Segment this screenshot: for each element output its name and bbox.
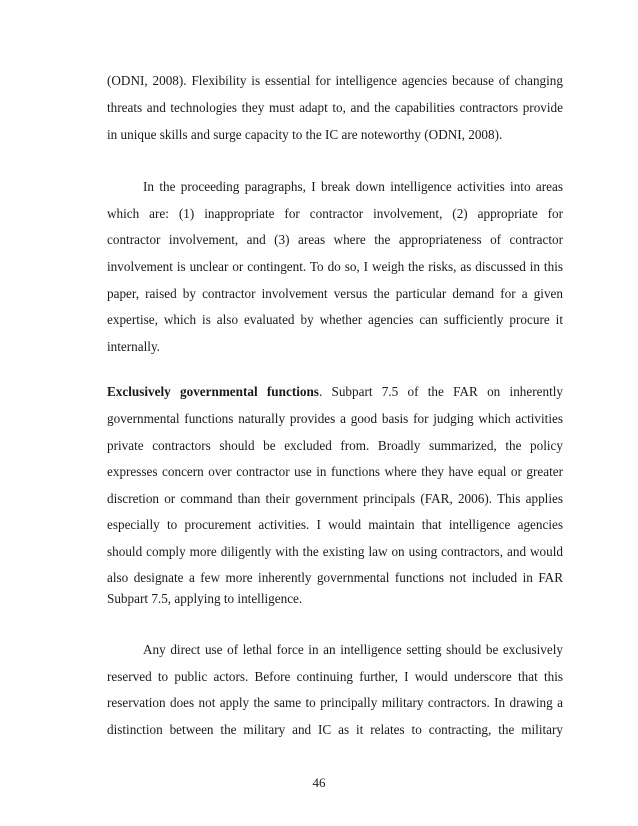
- paragraph-3-line-3: private contractors should be excluded from. Broadly summarized, the policy: [107, 438, 563, 453]
- paragraph-2-line-1: In the proceeding paragraphs, I break down intelligence activities into areas: [143, 179, 563, 194]
- paragraph-2-line-7: internally.: [107, 339, 160, 354]
- paragraph-3-line-9: Subpart 7.5, applying to intelligence.: [107, 591, 303, 606]
- paragraph-3-line-1: [107, 384, 563, 400]
- paragraph-4-line-3: reservation does not apply the same to principally military contractors. In drawing a: [107, 695, 563, 710]
- paragraph-2-line-4: involvement is unclear or contingent. To do so, I weigh the risks, as discussed in this: [107, 259, 563, 274]
- paragraph-3-line-5: discretion or command than their government principals (FAR, 2006). This applies: [107, 491, 563, 506]
- paragraph-3-line-8: also designate a few more inherently governmental functions not included in FAR: [107, 570, 563, 585]
- paragraph-1-line-3: in unique skills and surge capacity to the IC are noteworthy (ODNI, 2008).: [107, 127, 503, 142]
- paragraph-2-line-6: expertise, which is also evaluated by whether agencies can sufficiently procure it: [107, 312, 563, 327]
- paragraph-4-line-2: reserved to public actors. Before continuing further, I would underscore that this: [107, 669, 563, 684]
- page-number: 46: [312, 775, 326, 790]
- paragraph-3-line-4: expresses concern over contractor use in functions where they have equal or greater: [107, 464, 563, 479]
- section-heading: Exclusively governmental functions: [107, 384, 319, 399]
- paragraph-3-line-2: governmental functions naturally provides a good basis for judging which activities: [107, 411, 563, 426]
- paragraph-2-line-5: paper, raised by contractor involvement versus the particular demand for a given: [107, 286, 563, 301]
- section-heading-rest: . Subpart 7.5 of the FAR on inherently: [318, 384, 563, 399]
- paragraph-3-line-6: especially to procurement activities. I would maintain that intelligence agencies: [107, 517, 563, 532]
- paragraph-1-line-2: threats and technologies they must adapt to, and the capabilities contractors provide: [107, 100, 563, 115]
- paragraph-4-line-4: distinction between the military and IC as it relates to contracting, the military: [107, 722, 563, 737]
- paragraph-3-line-7: should comply more diligently with the existing law on using contractors, and would: [107, 544, 563, 559]
- paragraph-2-line-2: which are: (1) inappropriate for contractor involvement, (2) appropriate for: [107, 206, 563, 221]
- paragraph-4-line-1: Any direct use of lethal force in an intelligence setting should be exclusively: [143, 642, 563, 657]
- paragraph-2-line-3: contractor involvement, and (3) areas where the appropriateness of contractor: [107, 232, 563, 247]
- paragraph-1-line-1: (ODNI, 2008). Flexibility is essential for intelligence agencies because of changing: [107, 73, 563, 88]
